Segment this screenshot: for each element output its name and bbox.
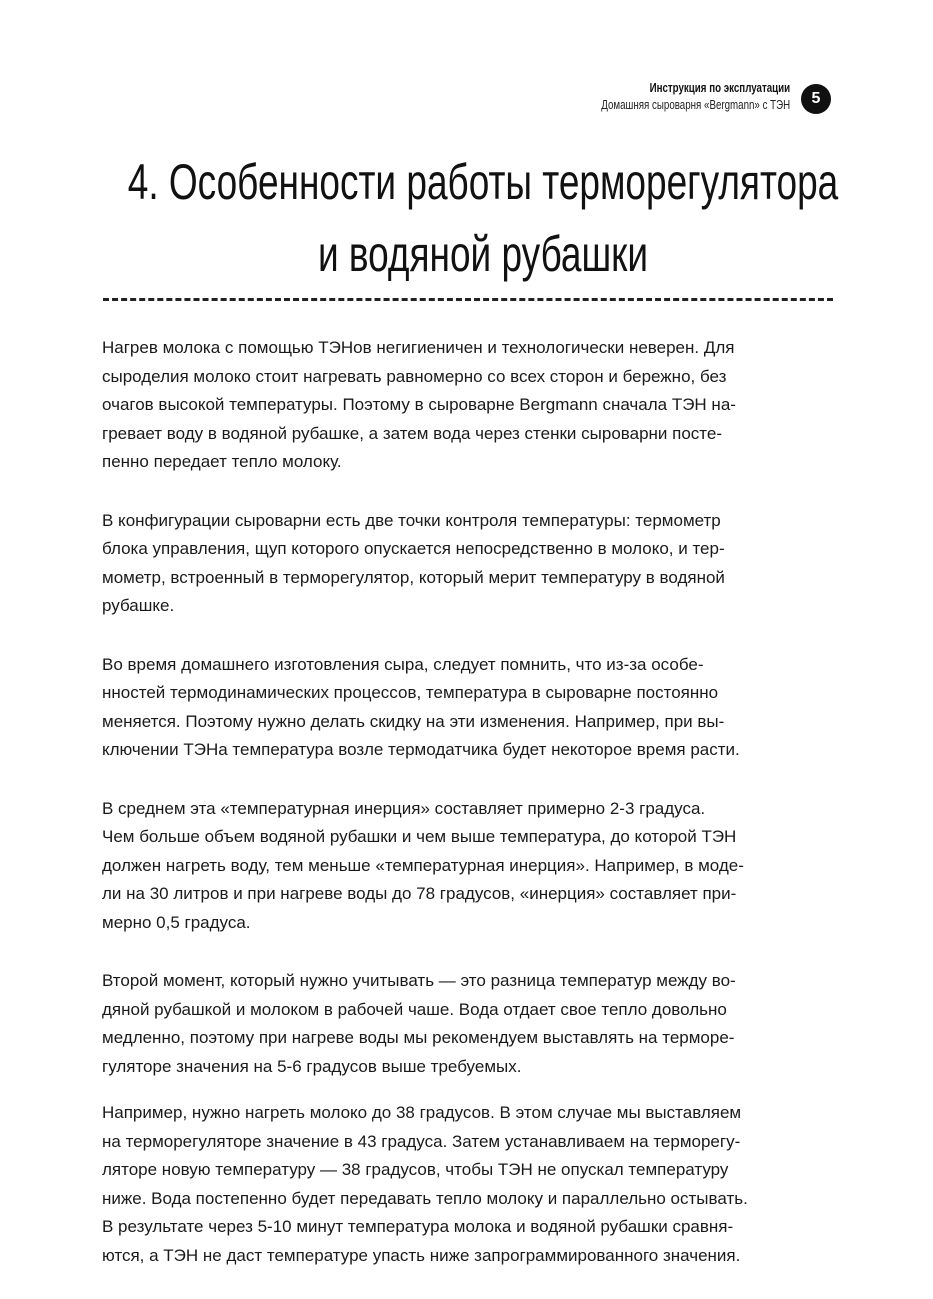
paragraph-4 <box>102 795 862 938</box>
header-title: Инструкция по эксплуатации <box>649 81 790 95</box>
text-line: ключении ТЭНа температура возле термодатчика будет некоторое время расти. <box>102 740 740 759</box>
text-line: гревает воду в водяной рубашке, а затем вода через стенки сыроварни посте- <box>102 423 723 443</box>
section-title <box>126 146 841 290</box>
text-line: ли на 30 литров и при нагреве воды до 78 градусов, «инерция» составляет при- <box>102 884 737 903</box>
text-line: В среднем эта «температурная инерция» составляет примерно 2-3 градуса. <box>102 798 706 818</box>
text-line: гуляторе значения на 5-6 градусов выше требуемых. <box>102 1056 522 1076</box>
text-line: нностей термодинамических процессов, температура в сыроварне постоянно <box>102 683 719 702</box>
text-line: В результате через 5-10 минут температура молока и водяной рубашки сравня- <box>102 1217 734 1236</box>
section-title-line-2: и водяной рубашки <box>317 226 649 282</box>
paragraph-2 <box>102 507 862 621</box>
paragraph-5 <box>102 967 862 1081</box>
paragraph-3 <box>102 651 862 765</box>
page-number-badge: 5 <box>801 84 831 114</box>
text-line: мометр, встроенный в терморегулятор, который мерит температуру в водяной <box>102 567 725 587</box>
text-line: мерно 0,5 градуса. <box>102 912 251 932</box>
dashed-divider <box>103 298 833 301</box>
text-line: Второй момент, который нужно учитывать — это разница температур между во- <box>102 971 736 990</box>
text-line: Нагрев молока с помощью ТЭНов негигиеничен и технологически неверен. Для <box>102 338 735 357</box>
text-line: медленно, поэтому при нагреве воды мы рекомендуем выставлять на терморе- <box>102 1028 735 1047</box>
text-line: Во время домашнего изготовления сыра, следует помнить, что из-за особе- <box>102 654 704 674</box>
text-line: рубашке. <box>102 596 175 615</box>
text-line: очагов высокой температуры. Поэтому в сыроварне Bergmann сначала ТЭН на- <box>102 395 736 414</box>
header-subtitle: Домашняя сыроварня «Bergmann» с ТЭН <box>601 98 790 112</box>
text-line: Например, нужно нагреть молоко до 38 градусов. В этом случае мы выставляем <box>102 1103 742 1122</box>
paragraph-1 <box>102 334 862 477</box>
text-line: на терморегуляторе значение в 43 градуса. Затем устанавливаем на терморегу- <box>102 1131 741 1151</box>
text-line: блока управления, щуп которого опускается непосредственно в молоко, и тер- <box>102 539 725 558</box>
text-line: Чем больше объем водяной рубашки и чем выше температура, до которой ТЭН <box>102 827 737 846</box>
text-line: меняется. Поэтому нужно делать скидку на эти изменения. Например, при вы- <box>102 711 725 731</box>
text-line: В конфигурации сыроварни есть две точки контроля температуры: термометр <box>102 510 721 530</box>
running-header <box>548 80 790 113</box>
text-line: ются, а ТЭН не даст температуре упасть ниже запрограммированного значения. <box>102 1245 741 1265</box>
text-line: дяной рубашкой и молоком в рабочей чаше. Вода отдает свое тепло довольно <box>102 999 727 1019</box>
text-line: сыроделия молоко стоит нагревать равномерно со всех сторон и бережно, без <box>102 366 727 386</box>
body-text <box>102 334 862 1270</box>
text-line: ниже. Вода постепенно будет передавать тепло молоку и параллельно остывать. <box>102 1188 748 1208</box>
section-title-line-1: 4. Особенности работы терморегулятора <box>127 154 839 210</box>
text-line: пенно передает тепло молоку. <box>102 452 342 471</box>
text-line: ляторе новую температуру — 38 градусов, чтобы ТЭН не опускал температуру <box>102 1160 729 1179</box>
text-line: должен нагреть воду, тем меньше «температурная инерция». Например, в моде- <box>102 855 744 875</box>
paragraph-6 <box>102 1099 862 1270</box>
